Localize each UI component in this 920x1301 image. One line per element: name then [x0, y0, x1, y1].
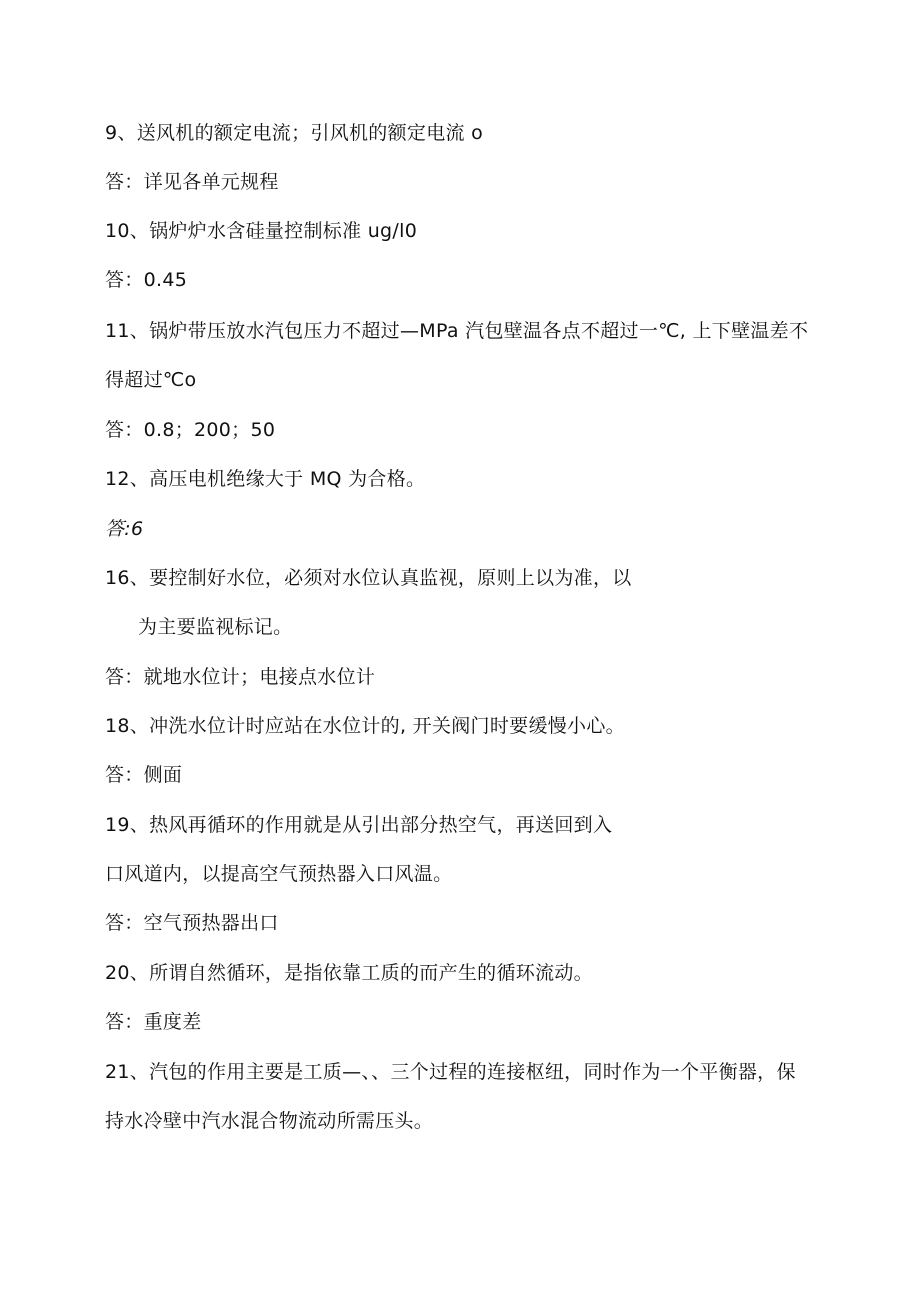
answer-10: 答：0.45	[105, 269, 188, 291]
question-19-line-2: 口风道内，以提高空气预热器入口风温。	[105, 863, 453, 885]
answer-16: 答：就地水位计；电接点水位计	[105, 666, 376, 688]
question-19-line-1: 19、热风再循环的作用就是从引出部分热空气，再送回到入	[105, 814, 613, 836]
question-16-line-2: 为主要监视标记。	[138, 616, 293, 638]
question-20: 20、所谓自然循环，是指依靠工质的而产生的循环流动。	[105, 962, 593, 984]
answer-11: 答：0.8；200；50	[105, 419, 276, 441]
answer-18: 答：侧面	[105, 764, 183, 786]
question-11-line-1: 11、锅炉带压放水汽包压力不超过—MPa 汽包壁温各点不超过一℃, 上下壁温差不	[105, 320, 809, 342]
question-18: 18、冲洗水位计时应站在水位计的, 开关阀门时要缓慢小心。	[105, 715, 625, 737]
question-12: 12、高压电机绝缘大于 MQ 为合格。	[105, 468, 426, 490]
answer-12: 答:6	[105, 518, 144, 540]
answer-20: 答：重度差	[105, 1011, 202, 1033]
answer-9: 答：详见各单元规程	[105, 171, 279, 193]
answer-19: 答：空气预热器出口	[105, 912, 279, 934]
question-21-line-1: 21、汽包的作用主要是工质—、、三个过程的连接枢纽，同时作为一个平衡器，保	[105, 1061, 796, 1083]
question-9: 9、送风机的额定电流；引风机的额定电流 o	[105, 122, 484, 144]
question-16-line-1: 16、要控制好水位，必须对水位认真监视，原则上以为准，以	[105, 567, 632, 589]
question-10: 10、锅炉炉水含硅量控制标准 ug∕l0	[105, 220, 418, 242]
question-11-line-2: 得超过℃o	[105, 369, 197, 391]
question-21-line-2: 持水冷壁中汽水混合物流动所需压头。	[105, 1110, 434, 1132]
